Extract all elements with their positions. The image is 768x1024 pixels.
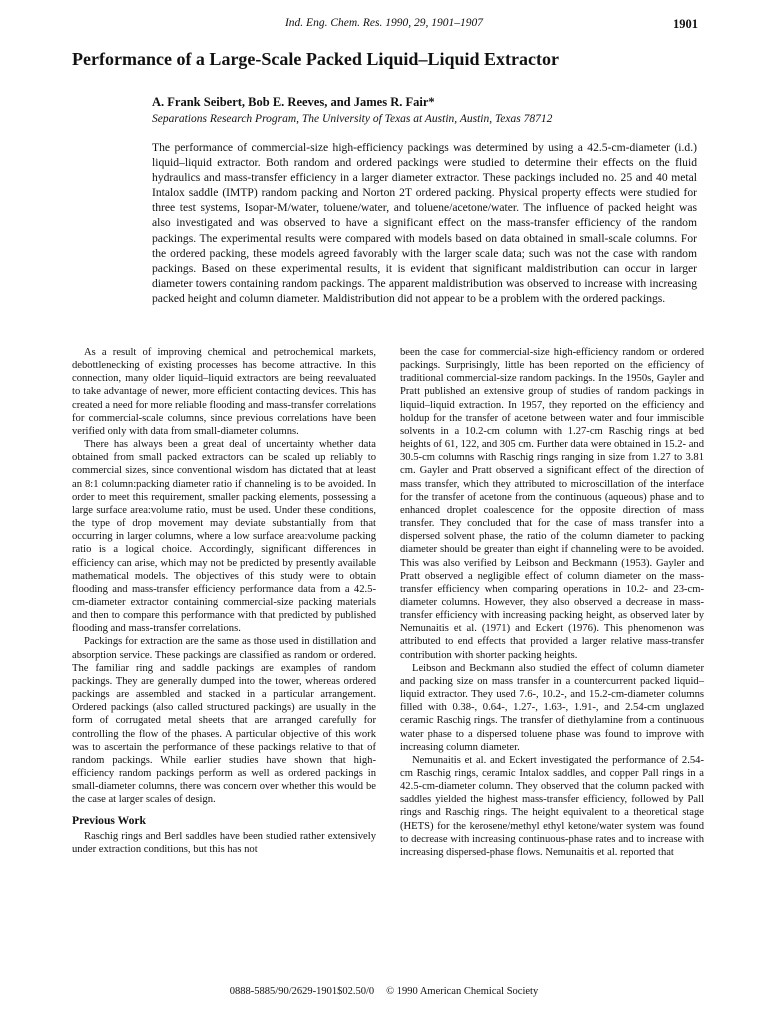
paragraph-continued: been the case for commercial-size high-efficiency random or ordered packings. Surprisingly, little has been reported on the efficiency of traditional commercial-size random packings. In the 1950s, Gayler and Pratt published an extensive group of studies of random packings in liquid–liquid extraction. In 1957, they reported on the efficiency and holdup for the transfer of acetone between water and four immiscible solvents in a 10.2-cm column with 1.27-cm Raschig rings at bed heights of 61, 122, and 305 cm. Further data were obtained in 15.2- and 30.5-cm columns with Raschig rings ranging in size from 1.27 to 3.81 cm. Gayler and Pratt observed a significant effect of the direction of mass transfer, which they attributed to microscillation of the interface for the transfer of acetone from the continuous (aqueous) phase and to enhanced droplet coalescence for the opposite direction of mass transfer. They concluded that for the case of mass transfer into a dispersed solvent phase, the ratio of the column diameter to packing diameter should be greater than eight if channeling were to be avoided. This was also verified by Leibson and Beckmann (1953). Gayler and Pratt observed a negligible effect of column diameter on the mass-transfer efficiency when comparing operations in 10.2- and 23-cm-diameter columns. However, they also observed a decrease in mass-transfer efficiency with increasing packing height, as observed later by Nemunaitis et al. (1971) and Eckert (1976). This phenomenon was attributed to end effects that provided a larger relative mass-transfer contribution with shorter packing heights. xyxy=(400,347,704,661)
paragraph: There has always been a great deal of uncertainty whether data obtained from small packed extractors can be scaled up reliably to commercial sizes, since conventional wisdom has dictated that at least an 8:1 column:packing diameter ratio if channeling is to be avoided. In order to meet this requirement, smaller packing elements, possessing a large surface area:volume ratio, must be used. Under these conditions, the type of drop movement may deviate substantially from that occurring in larger columns, where a low surface area:volume packing ratio is a logical choice. Accordingly, significant differences in efficiency can arise, which may not be predicted by presently available mathematical models. The objectives of this study were to obtain flooding and mass-transfer efficiency performance data from a 42.5-cm-diameter extractor containing commercial-size packing materials and then to compare this performance with that predicted by published flooding and mass-transfer correlations. xyxy=(72,439,376,635)
section-heading: Previous Work xyxy=(72,814,146,828)
paragraph: Nemunaitis et al. and Eckert investigated the performance of 2.54-cm Raschig rings, ceramic Intalox saddles, and copper Pall rings in a 42.5-cm-diameter column. They observed that the column packed with saddles yielded the highest mass-transfer efficiency, followed by Pall rings and Raschig rings. The height equivalent to a theoretical stage (HETS) for the kerosene/methyl ethyl ketone/water system was found to decrease with increasing continuous-phase rates and to increase with increasing dispersed-phase flows. Nemunaitis et al. reported that xyxy=(400,754,704,858)
abstract: The performance of commercial-size high-efficiency packings was determined by using a 42.5-cm-diameter (i.d.) liquid–liquid extractor. Both random and ordered packings were studied to determine their effects on the fluid hydraulics and mass-transfer efficiency in a larger diameter extractor. These packings included no. 25 and 40 metal Intalox saddle (IMTP) random packing and Norton 2T ordered packing. Physical property effects were studied for three test systems, Isopar-M/water, toluene/water, and toluene/acetone/water. The influence of packed height was also investigated and was observed to have a significant effect on the mass-transfer efficiency of the random packings. The experimental results were compared with models based on data obtained in small-scale columns. For the ordered packing, these models agreed favorably with the larger scale data; such was not the case with random packings. Based on these experimental results, it is evident that significant maldistribution can occur in larger diameter towers containing random packings. The apparent maldistribution was observed to increase with increasing packed height and column diameter. Maldistribution did not appear to be a problem with the ordered packings. xyxy=(152,141,697,305)
copyright-notice: © 1990 American Chemical Society xyxy=(386,986,539,997)
article-title: Performance of a Large-Scale Packed Liquid–Liquid Extractor xyxy=(72,49,559,69)
journal-citation: Ind. Eng. Chem. Res. 1990, 29, 1901–1907 xyxy=(284,17,484,29)
affiliation: Separations Research Program, The University of Texas at Austin, Austin, Texas 78712 xyxy=(152,113,553,125)
body-column-right xyxy=(400,346,704,859)
paragraph: Leibson and Beckmann also studied the effect of column diameter and packing size on mass transfer in a countercurrent packed liquid–liquid extractor. They used 7.6-, 10.2-, and 15.2-cm-diameter columns filled with 0.38-, 0.64-, 1.27-, 1.63-, 1.91-, and 2.54-cm unglazed ceramic Raschig rings. The transfer of diethylamine from a continuous water phase to a dispersed toluene phase was found to improve with increasing column diameter. xyxy=(400,662,704,753)
page-number: 1901 xyxy=(673,17,698,31)
body-column-left xyxy=(72,346,376,856)
page-footer xyxy=(0,986,768,1000)
running-header xyxy=(0,17,768,33)
paragraph: As a result of improving chemical and petrochemical markets, debottlenecking of existing processes has become attractive. In this connection, many older liquid–liquid extractors are being reevaluated to take advantage of newer, more efficient contacting devices. This has created a need for more reliable flooding and mass-transfer correlations for commercial-scale columns, since previous correlations have been verified only with data from small-diameter columns. xyxy=(72,347,376,437)
author-list: A. Frank Seibert, Bob E. Reeves, and James R. Fair* xyxy=(152,95,435,109)
paragraph: Packings for extraction are the same as those used in distillation and absorption service. These packings are classified as random or ordered. The familiar ring and saddle packings are examples of random packings. They are generally dumped into the tower, whereas ordered packings are assembled and stacked in a particular arrangement. Ordered packings (also called structured packings) are usually in the form of corrugated metal sheets that are arranged carefully for controlling the flow of the phases. A particular objective of this work was to ascertain the performance of these packings relative to that of random packings. While earlier studies have shown that high-efficiency random packings perform as well as ordered packings in small-diameter columns, there was concern over whether this would be the case at larger scales of design. xyxy=(72,636,376,806)
article-code: 0888-5885/90/2629-1901$02.50/0 xyxy=(229,986,375,997)
paragraph: Raschig rings and Berl saddles have been studied rather extensively under extraction conditions, but this has not xyxy=(72,830,376,855)
